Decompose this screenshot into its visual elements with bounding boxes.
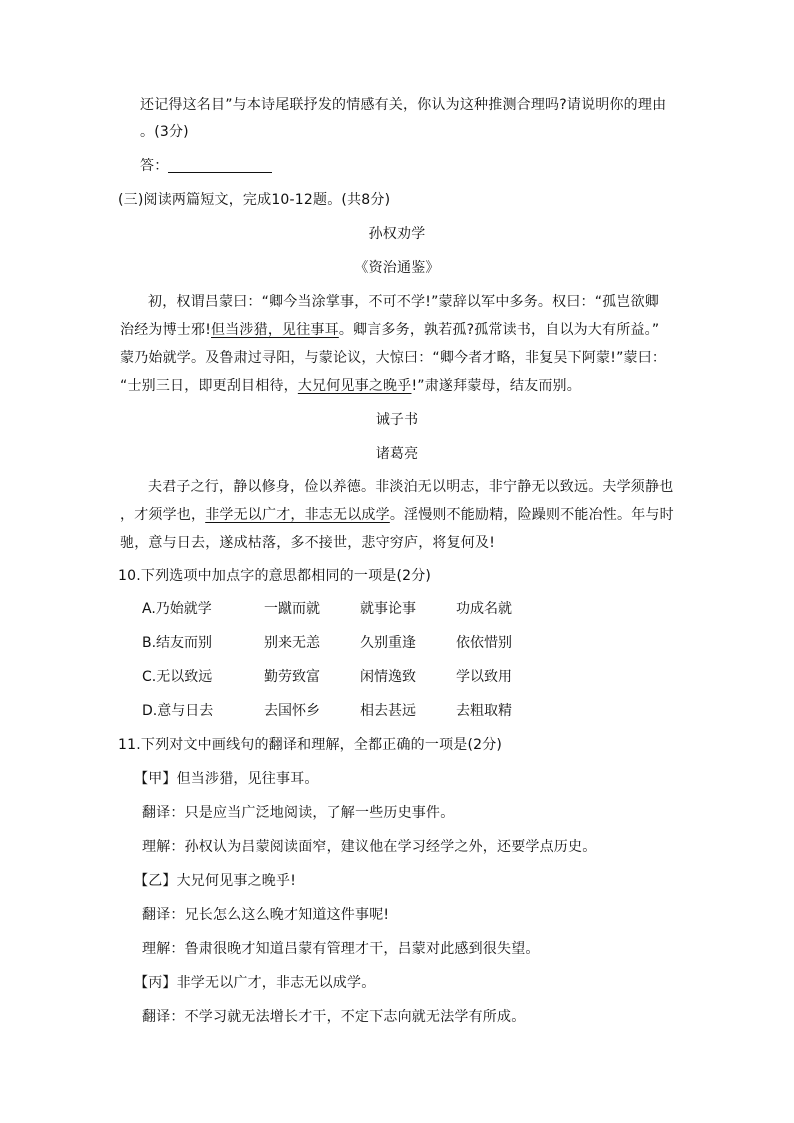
option-word: 闲情逸致: [360, 669, 416, 685]
q11-jia-translation: 翻译：只是应当广泛地阅读，了解一些历史事件。: [142, 805, 455, 821]
passage1-title: 孙权劝学: [368, 226, 426, 242]
passage1-line1: 初，权谓吕蒙曰：“卿今当涂掌事，不可不学!”蒙辞以军中多务。权曰：“孤岂欲卿: [148, 294, 659, 310]
q11-bing-translation: 翻译：不学习就无法增长才干，不定下志向就无法学有所成。: [142, 1009, 526, 1025]
option-word: 别来无恙: [264, 635, 320, 651]
passage2-line3: 驰，意与日去，遂成枯落，多不接世，悲守穷庐，将复何及!: [120, 535, 496, 551]
option-label: B.结友而别: [142, 635, 213, 651]
q11-bing-sentence: 【丙】非学无以广才，非志无以成学。: [134, 975, 376, 991]
passage1-line2-end: 。卿言多务，孰若孤?孤常读书，自以为大有所益。”: [338, 322, 660, 338]
passage1-line4: [120, 376, 581, 396]
option-word: 功成名就: [456, 601, 512, 617]
section3-heading: (三)阅读两篇短文，完成10-12题。(共8分): [118, 192, 391, 208]
passage2-line1: 夫君子之行，静以修身，俭以养德。非淡泊无以明志，非宁静无以致远。夫学须静也: [148, 479, 674, 495]
option-word: 学以致用: [456, 669, 512, 685]
passage1-source: 《资治通鉴》: [354, 260, 440, 276]
passage1-line2: [120, 320, 659, 340]
passage2-line2-end: 。淫慢则不能励精，险躁则不能冶性。年与时: [389, 507, 674, 523]
option-word: 一蹴而就: [264, 601, 320, 617]
passage1-line4-end: !”肃遂拜蒙母，结友而别。: [411, 378, 581, 394]
q11-stem: 11.下列对文中画线句的翻译和理解，全都正确的一项是(2分): [118, 737, 503, 753]
passage2-title: 诫子书: [375, 412, 419, 428]
option-word: 去国怀乡: [264, 703, 320, 719]
option-label: D.意与日去: [142, 703, 214, 719]
passage2-line2-start: ，才须学也，: [120, 507, 206, 523]
answer-blank[interactable]: [168, 158, 272, 173]
q10-stem: 10.下列选项中加点字的意思都相同的一项是(2分): [118, 568, 432, 584]
option-word: 相去甚远: [360, 703, 416, 719]
option-word: 久别重逢: [360, 635, 416, 651]
passage2-author: 诸葛亮: [375, 446, 419, 462]
q11-yi-translation: 翻译：兄长怎么这么晚才知道这件事呢!: [142, 907, 390, 923]
answer-label: 答：: [140, 158, 169, 174]
q11-yi-understanding: 理解：鲁肃很晚才知道吕蒙有管理才干，吕蒙对此感到很失望。: [142, 941, 540, 957]
passage2-line2: [120, 505, 674, 525]
option-word: 依依惜别: [456, 635, 512, 651]
option-word: 就事论事: [360, 601, 416, 617]
passage1-line4-start: “士别三日，即更刮目相待，: [120, 378, 298, 394]
q9-text-line1: 还记得这名目”与本诗尾联抒发的情感有关，你认为这种推测合理吗?请说明你的理由: [140, 97, 667, 113]
underlined-sentence-bing: 非学无以广才，非志无以成学: [205, 507, 390, 523]
option-word: 去粗取精: [456, 703, 512, 719]
q9-text-line2: 。(3分): [140, 124, 189, 140]
option-label: A.乃始就学: [142, 601, 212, 617]
q11-jia-sentence: 【甲】但当涉猎，见往事耳。: [134, 771, 319, 787]
q11-jia-understanding: 理解：孙权认为吕蒙阅读面窄，建议他在学习经学之外，还要学点历史。: [142, 839, 597, 855]
underlined-sentence-yi: 大兄何见事之晚乎: [297, 378, 412, 394]
q11-yi-sentence: 【乙】大兄何见事之晚乎!: [134, 873, 297, 889]
underlined-sentence-jia: 但当涉猎，见往事耳: [211, 322, 339, 338]
option-word: 勤劳致富: [264, 669, 320, 685]
passage1-line3: 蒙乃始就学。及鲁肃过寻阳，与蒙论议，大惊曰：“卿今者才略，非复吴下阿蒙!”蒙曰：: [120, 350, 667, 366]
option-label: C.无以致远: [142, 669, 213, 685]
passage1-line2-start: 治经为博士邪!: [120, 322, 212, 338]
q9-answer-line: [140, 156, 272, 176]
